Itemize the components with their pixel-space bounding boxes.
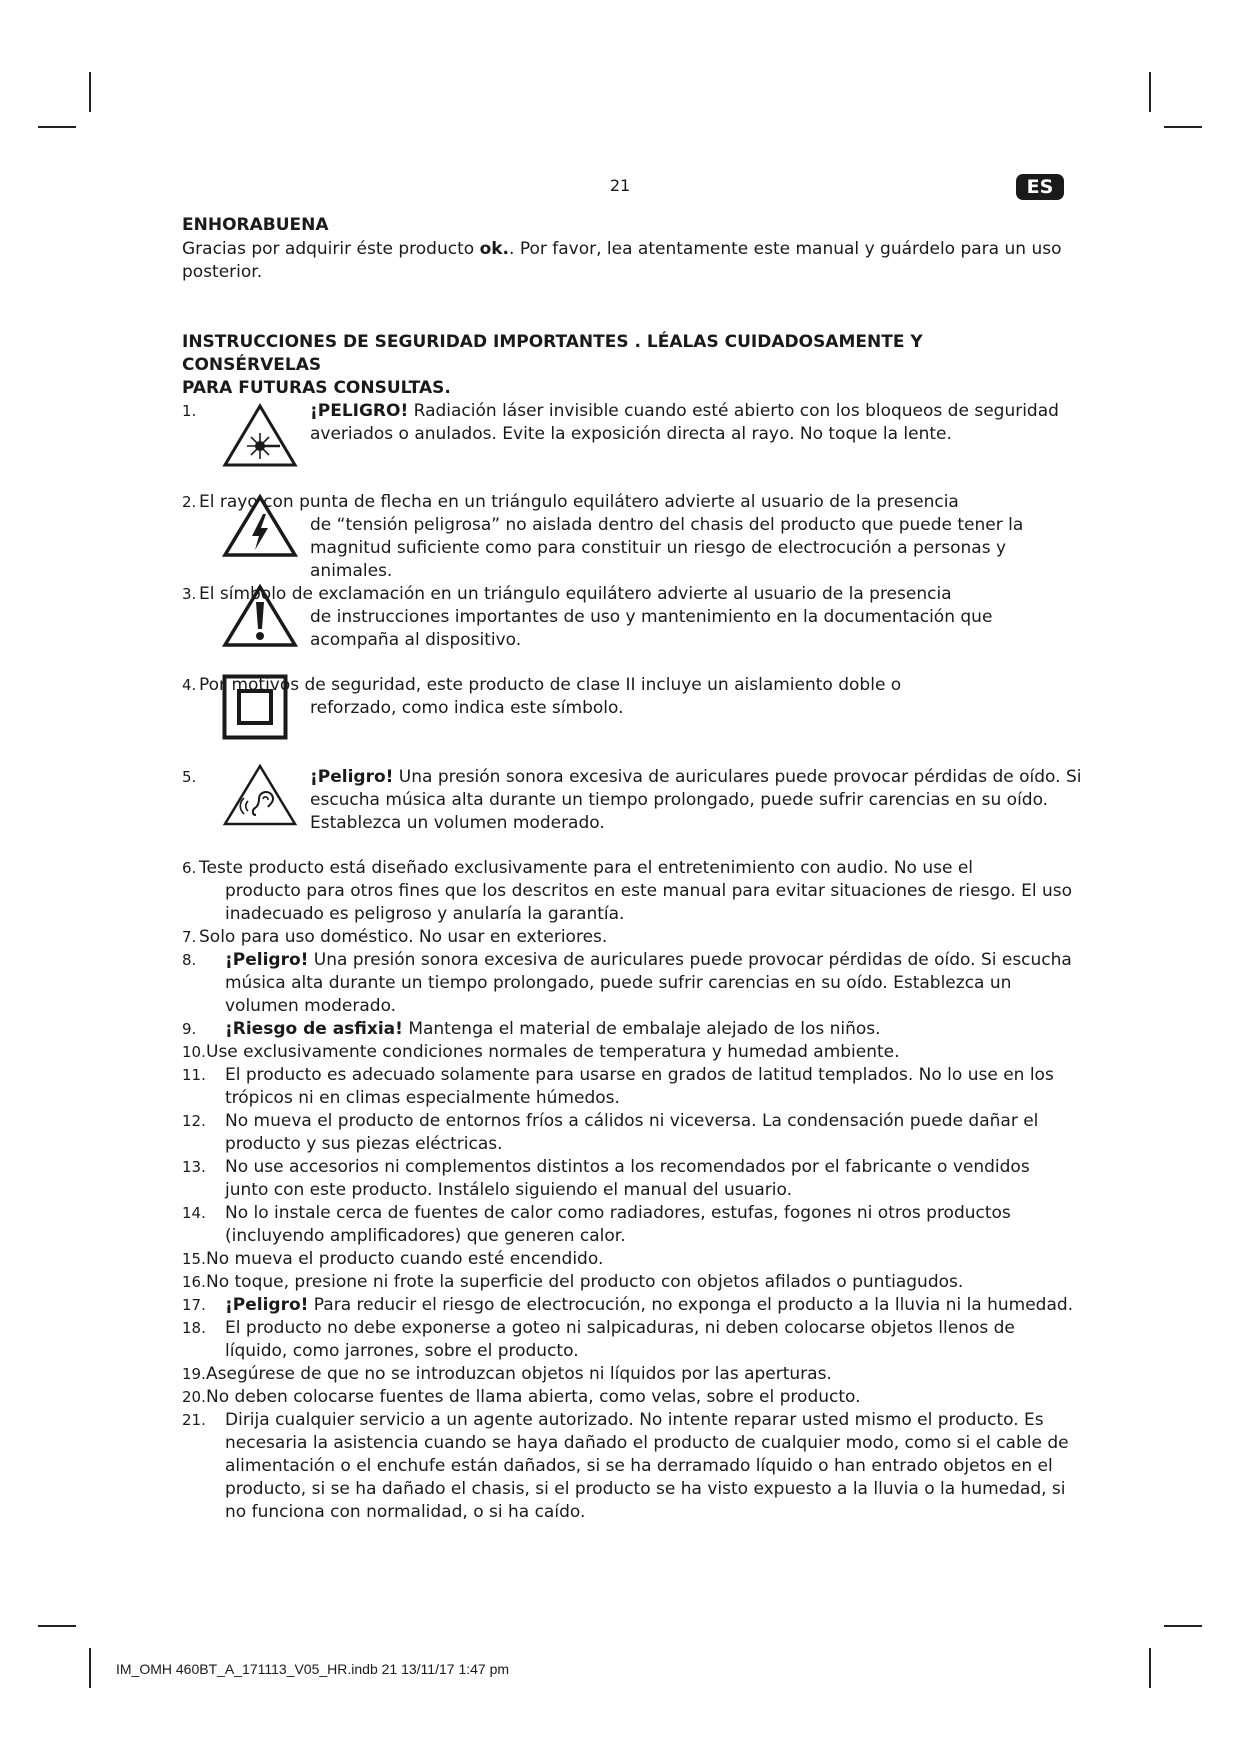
crop-mark	[1149, 72, 1151, 112]
language-badge: ES	[1016, 174, 1064, 200]
crop-mark	[38, 1625, 76, 1627]
page-number: 21	[609, 176, 631, 195]
congrats-text: Gracias por adquirir éste producto ok.. Por favor, lea atentamente este manual y guárdelo para un uso posterior.	[182, 239, 1062, 282]
congrats-title: ENHORABUENA	[182, 215, 329, 235]
brand-name: ok.	[479, 239, 510, 259]
crop-mark	[1164, 1625, 1202, 1627]
hearing-damage-icon	[222, 763, 298, 827]
safety-title: INSTRUCCIONES DE SEGURIDAD IMPORTANTES . LÉALAS CUIDADOSAMENTE Y CONSÉRVELAS PARA FUTURAS CONSULTAS.	[182, 332, 923, 398]
crop-mark	[38, 126, 76, 128]
crop-mark	[1149, 1648, 1151, 1688]
laser-warning-icon	[222, 403, 298, 468]
crop-mark	[1164, 126, 1202, 128]
print-footer: IM_OMH 460BT_A_171113_V05_HR.indb 21 13/11/17 1:47 pm	[116, 1661, 510, 1677]
crop-mark	[89, 72, 91, 112]
crop-mark	[89, 1648, 91, 1688]
